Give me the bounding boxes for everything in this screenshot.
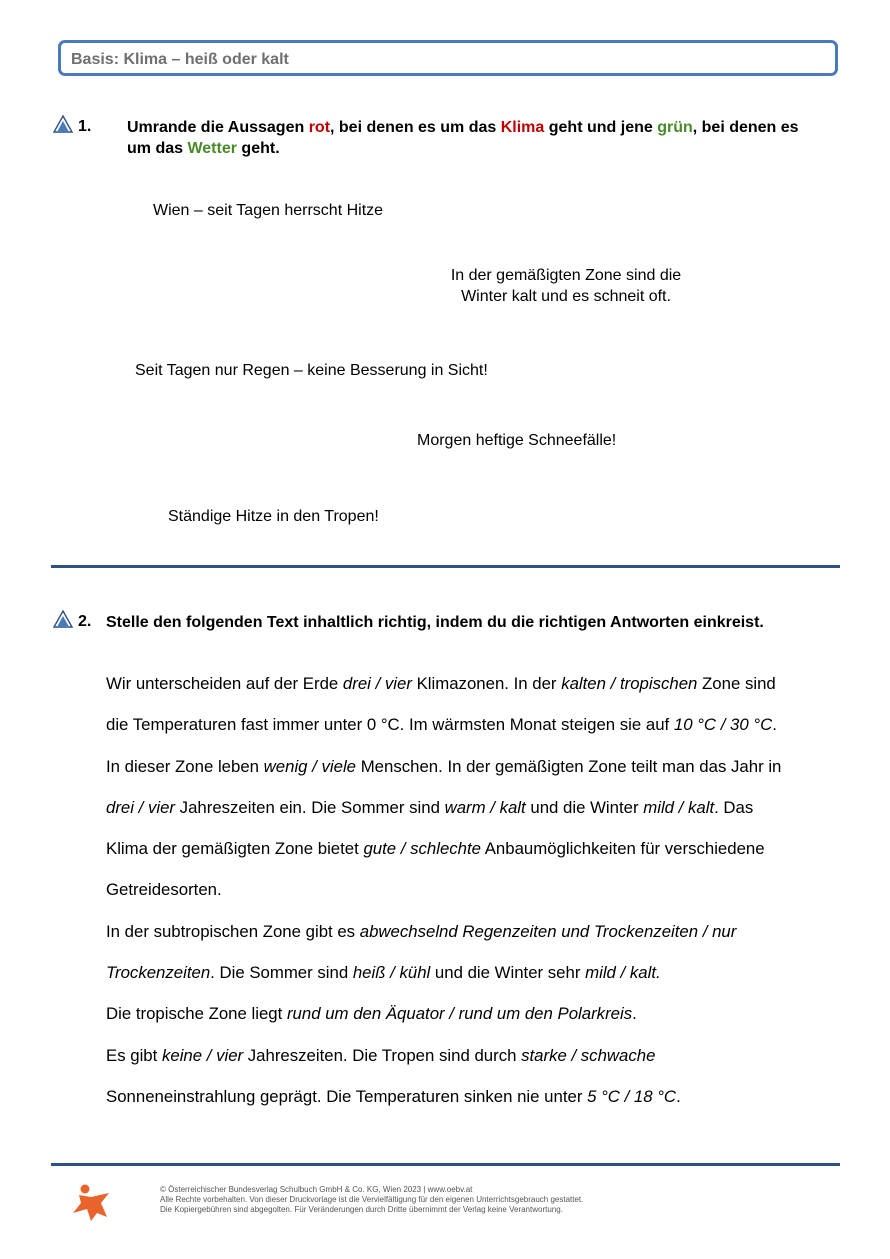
statement: Seit Tagen nur Regen – keine Besserung in Sicht! (135, 362, 488, 379)
answer-options[interactable]: wenig / viele (263, 757, 357, 776)
text-segment: In der subtropischen Zone gibt es (106, 922, 360, 941)
footer-copyright: © Österreichischer Bundesverlag Schulbuch GmbH & Co. KG, Wien 2023 | www.oebv.at Alle Rechte vorbehalten. Von dieser Druckvorlage ist die Vervielfältigung für den eigenen Unterrichtsgebrauch gestattet. Die Kopiergebühren sind abgegolten. Für Veränderungen durch Dritte übernimmt der Verlag keine Verantwortung. (160, 1185, 584, 1214)
text-segment: . (632, 1004, 637, 1023)
statement: Wien – seit Tagen herrscht Hitze (153, 202, 384, 219)
text-segment: Getreidesorten. (106, 880, 222, 899)
text-line (106, 715, 777, 735)
page-title: Basis: Klima – heiß oder kalt (71, 51, 289, 68)
text-line (106, 922, 736, 942)
answer-options[interactable]: rund um den Äquator / rund um den Polarkreis (286, 1004, 633, 1023)
text-segment: . (772, 715, 777, 734)
answer-options[interactable]: drei / vier (106, 798, 176, 817)
text-segment: Es gibt (106, 1046, 162, 1065)
text-segment: Sonneneinstrahlung geprägt. Die Temperaturen sinken nie unter (106, 1087, 588, 1106)
statement: Ständige Hitze in den Tropen! (168, 508, 379, 525)
divider (51, 1163, 840, 1166)
answer-options[interactable]: drei / vier (342, 674, 412, 693)
answer-options[interactable]: warm / kalt (444, 798, 526, 817)
text-line (106, 674, 776, 694)
text-line (106, 798, 753, 818)
text-segment: . (676, 1087, 681, 1106)
red-keyword: rot (308, 119, 331, 136)
answer-options[interactable]: heiß / kühl (352, 963, 431, 982)
text-segment: Wir unterscheiden auf der Erde (106, 674, 343, 693)
text-line (106, 1046, 655, 1066)
green-keyword: grün (657, 119, 693, 136)
statement: Morgen heftige Schneefälle! (417, 432, 617, 449)
text-segment: Die tropische Zone liegt (106, 1004, 287, 1023)
text-line (106, 1004, 637, 1024)
text-segment: Anbaumöglichkeiten für verschiedene (481, 839, 765, 858)
text-line (106, 963, 661, 983)
statement: In der gemäßigten Zone sind die Winter kalt und es schneit oft. (450, 267, 682, 305)
text-segment: und die Winter (525, 798, 644, 817)
text-line (106, 839, 765, 859)
wetter-keyword: Wetter (187, 140, 237, 157)
task2-number: 2. (78, 613, 92, 630)
text-segment: Klimazonen. In der (411, 674, 562, 693)
answer-options[interactable]: gute / schlechte (363, 839, 481, 858)
answer-options[interactable]: keine / vier (161, 1046, 244, 1065)
text-line (106, 1087, 681, 1107)
text-segment: In dieser Zone leben (106, 757, 264, 776)
text-segment: die Temperaturen fast immer unter 0 °C. Im wärmsten Monat steigen sie auf (106, 715, 674, 734)
divider (51, 565, 840, 568)
answer-options[interactable]: Trockenzeiten (106, 963, 211, 982)
task2-instruction: Stelle den folgenden Text inhaltlich richtig, indem du die richtigen Antworten einkreist. (106, 614, 764, 631)
task1-number: 1. (78, 118, 92, 135)
text-segment: Jahreszeiten. Die Tropen sind durch (243, 1046, 522, 1065)
text-line (106, 880, 222, 900)
text-segment: Klima der gemäßigten Zone bietet (106, 839, 364, 858)
klima-keyword: Klima (500, 119, 545, 136)
text-segment: Zone sind (697, 674, 776, 693)
publisher-logo-icon (71, 1183, 111, 1223)
text-segment: Menschen. In der gemäßigten Zone teilt man das Jahr in (356, 757, 782, 776)
text-segment: Jahreszeiten ein. Die Sommer sind (175, 798, 445, 817)
answer-options[interactable]: kalten / tropischen (561, 674, 698, 693)
mountain-icon (53, 610, 73, 628)
answer-options[interactable]: starke / schwache (521, 1046, 656, 1065)
answer-options[interactable]: 10 °C / 30 °C (673, 715, 773, 734)
text-segment: und die Winter sehr (430, 963, 586, 982)
answer-options[interactable]: mild / kalt. (585, 963, 661, 982)
answer-options[interactable]: abwechselnd Regenzeiten und Trockenzeiten / nur (359, 922, 737, 941)
answer-options[interactable]: 5 °C / 18 °C (587, 1087, 677, 1106)
task1-instruction: Umrande die Aussagen rot, bei denen es um das Klima geht und jene grün, bei denen es um das Wetter geht. (127, 119, 799, 157)
answer-options[interactable]: mild / kalt (643, 798, 715, 817)
title-box (58, 40, 838, 76)
text-segment: . Das (714, 798, 754, 817)
text-segment: . Die Sommer sind (210, 963, 353, 982)
text-line (106, 757, 781, 777)
mountain-icon (53, 115, 73, 133)
